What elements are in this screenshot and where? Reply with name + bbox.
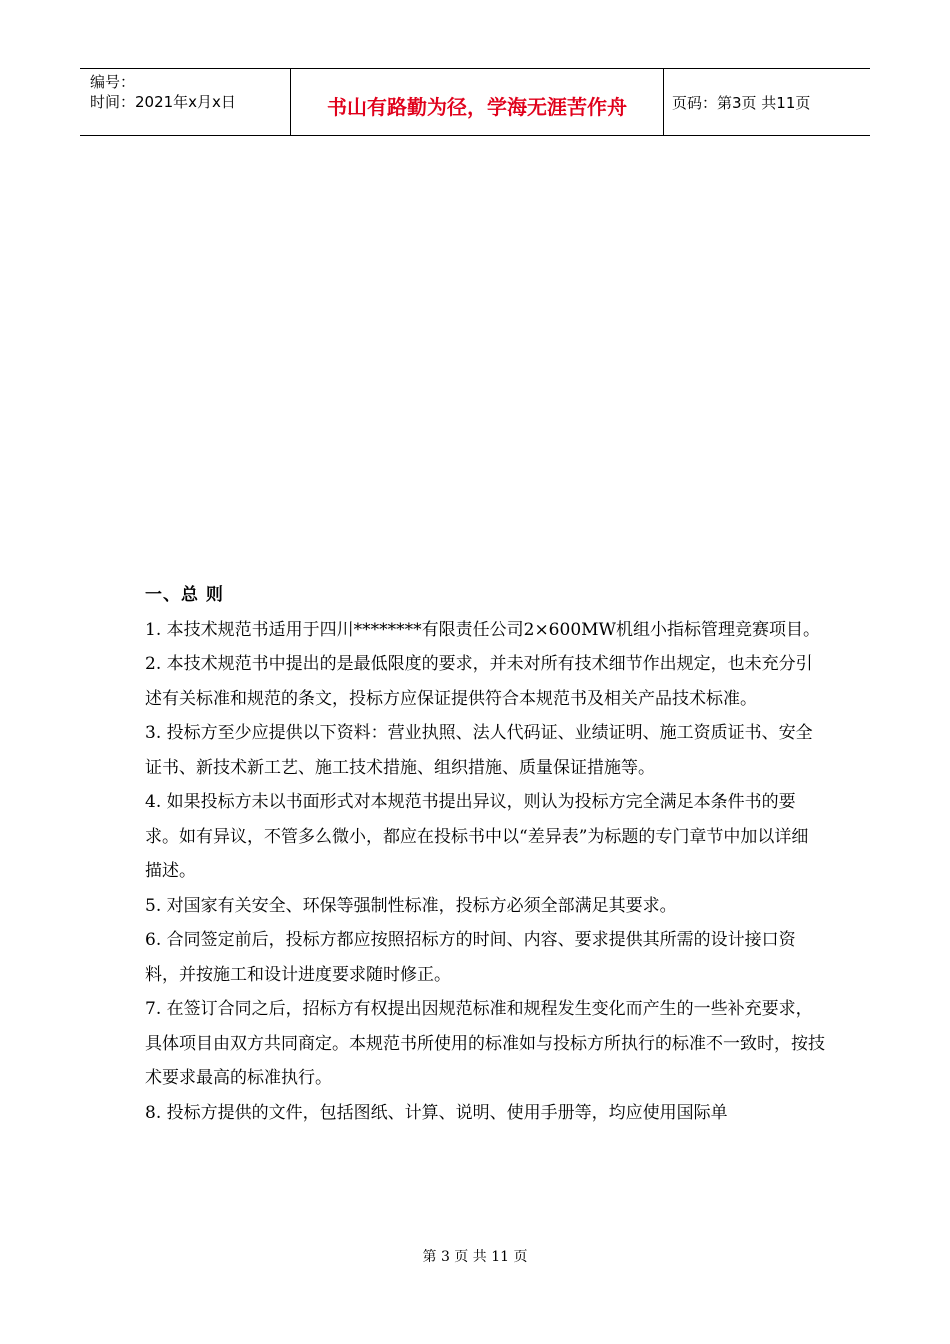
page-footer: 第 3 页 共 11 页 [422, 1249, 528, 1265]
document-body [145, 578, 825, 1130]
paragraph-6: 6. 合同签定前后，投标方都应按照招标方的时间、内容、要求提供其所需的设计接口资料，并按施工和设计进度要求随时修正。 [145, 930, 796, 985]
header-motto: 书山有路勤为径，学海无涯苦作舟 [291, 69, 664, 136]
paragraph-1: 1. 本技术规范书适用于四川********有限责任公司2×600MW机组小指标管理竞赛项目。 [145, 619, 821, 640]
header-page-info: 页码：第3页 共11页 [664, 69, 871, 136]
paragraph-5: 5. 对国家有关安全、环保等强制性标准，投标方必须全部满足其要求。 [145, 895, 677, 916]
paragraph-2: 2. 本技术规范书中提出的是最低限度的要求，并未对所有技术细节作出规定，也未充分引述有关标准和规范的条文，投标方应保证提供符合本规范书及相关产品技术标准。 [145, 654, 813, 709]
time-label: 时间：2021年x月x日 [90, 93, 236, 111]
paragraph-3: 3. 投标方至少应提供以下资料：营业执照、法人代码证、业绩证明、施工资质证书、安全证书、新技术新工艺、施工技术措施、组织措施、质量保证措施等。 [145, 723, 813, 778]
section-title: 一、总 则 [145, 585, 224, 605]
paragraph-4: 4. 如果投标方未以书面形式对本规范书提出异议，则认为投标方完全满足本条件书的要求。如有异议，不管多么微小，都应在投标书中以“差异表”为标题的专门章节中加以详细描述。 [145, 792, 809, 881]
code-label: 编号： [90, 73, 136, 91]
paragraph-7: 7. 在签订合同之后，招标方有权提出因规范标准和规程发生变化而产生的一些补充要求，具体项目由双方共同商定。本规范书所使用的标准如与投标方所执行的标准不一致时，按技术要求最高的标准执行。 [145, 999, 825, 1088]
page-header [80, 68, 870, 136]
header-meta [80, 69, 291, 136]
paragraph-8: 8. 投标方提供的文件，包括图纸、计算、说明、使用手册等，均应使用国际单 [145, 1102, 728, 1123]
